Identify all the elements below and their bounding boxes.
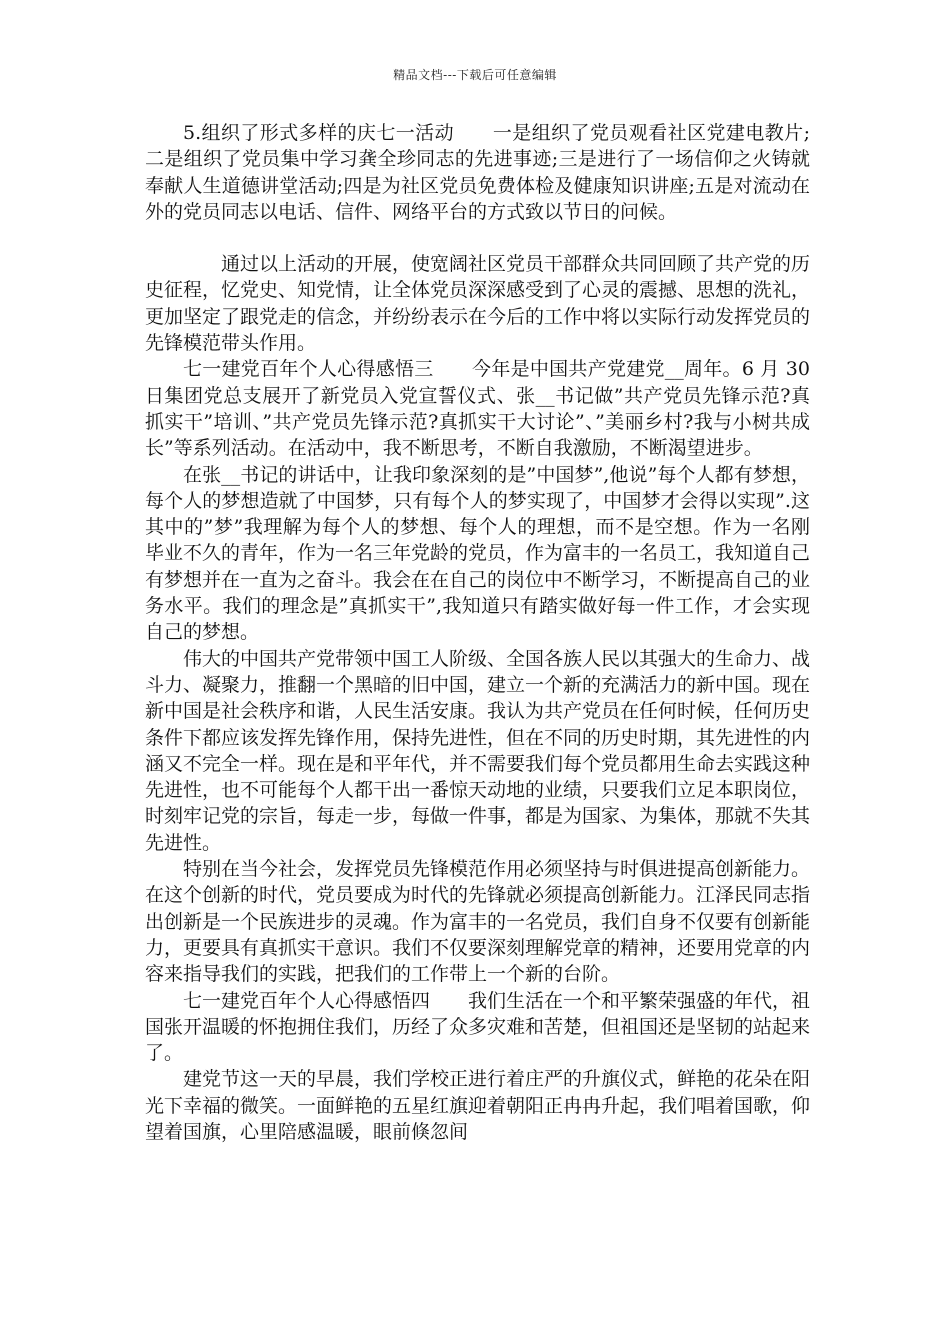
paragraph-celebration-activities: 5.组织了形式多样的庆七一活动 一是组织了党员观看社区党建电教片;二是组织了党员集中学习龚全珍同志的先进事迹;三是进行了一场信仰之火铸就奉献人生道德讲堂活动;四是为社区党员免费体检及健康知识讲座;五是对流动在外的党员同志以电话、信件、网络平台的方式致以节日的问候。	[145, 122, 810, 223]
document-body	[145, 120, 810, 1145]
paragraph-innovation: 特别在当今社会，发挥党员先锋模范作用必须坚持与时俱进提高创新能力。在这个创新的时代，党员要成为时代的先锋就必须提高创新能力。江泽民同志指出创新是一个民族进步的灵魂。作为富丰的一名党员，我们自身不仅要有创新能力，更要具有真抓实干意识。我们不仅要深刻理解党章的精神，还要用党章的内容来指导我们的实践，把我们的工作带上一个新的台阶。	[145, 858, 811, 986]
paragraph-flag-raising: 建党节这一天的早晨，我们学校正进行着庄严的升旗仪式，鲜艳的花朵在阳光下幸福的微笑。一面鲜艳的五星红旗迎着朝阳正冉冉升起，我们唱着国歌，仰望着国旗，心里陪感温暖，眼前倏忽间	[145, 1068, 811, 1143]
paragraph-activities-summary: 通过以上活动的开展，使宽阔社区党员干部群众共同回顾了共产党的历史征程，忆党史、知党情，让全体党员深深感受到了心灵的震撼、思想的洗礼，更加坚定了跟党走的信念，并纷纷表示在今后的工作中将以实际行动发挥党员的先锋模范带头作用。	[145, 253, 811, 355]
paragraph-party-vanguard: 伟大的中国共产党带领中国工人阶级、全国各族人民以其强大的生命力、战斗力、凝聚力，推翻一个黑暗的旧中国，建立一个新的充满活力的新中国。现在新中国是社会秩序和谐，人民生活安康。我认为共产党员在任何时候，任何历史条件下都应该发挥先锋作用，保持先进性，但在不同的历史时期，其先进性的内涵又不完全一样。现在是和平年代，并不需要我们每个党员都用生命去实践这种先进性，也不可能每个人都干出一番惊天动地的业绩，只要我们立足本职岗位，时刻牢记党的宗旨，每走一步，每做一件事，都是为国家、为集体，那就不失其先进性。	[145, 647, 811, 854]
paragraph-reflection-four-intro: 七一建党百年个人心得感悟四 我们生活在一个和平繁荣强盛的年代，祖国张开温暖的怀抱拥住我们，历经了众多灾难和苦楚，但祖国还是坚韧的站起来了。	[145, 989, 811, 1065]
page-header: 精品文档---下载后可任意编辑	[393, 68, 557, 82]
paragraph-chinese-dream: 在张__书记的讲话中，让我印象深刻的是”中国梦”,他说”每个人都有梦想，每个人的梦想造就了中国梦，只有每个人的梦实现了，中国梦才会得以实现”.这其中的”梦”我理解为每个人的梦想、每个人的理想，而不是空想。作为一名刚毕业不久的青年，作为一名三年党龄的党员，作为富丰的一名员工，我知道自己有梦想并在一直为之奋斗。我会在在自己的岗位中不断学习，不断提高自己的业务水平。我们的理念是”真抓实干”,我知道只有踏实做好每一件工作，才会实现自己的梦想。	[145, 463, 811, 644]
paragraph-reflection-three-intro: 七一建党百年个人心得感悟三 今年是中国共产党建党__周年。6 月 30 日集团党总支展开了新党员入党宣誓仪式、张__书记做”共产党员先锋示范?真抓实干”培训、”共产党员先锋示范?真抓实干大讨论”、”美丽乡村?我与小树共成长”等系列活动。在活动中，我不断思考，不断自我激励，不断渴望进步。	[145, 358, 810, 460]
